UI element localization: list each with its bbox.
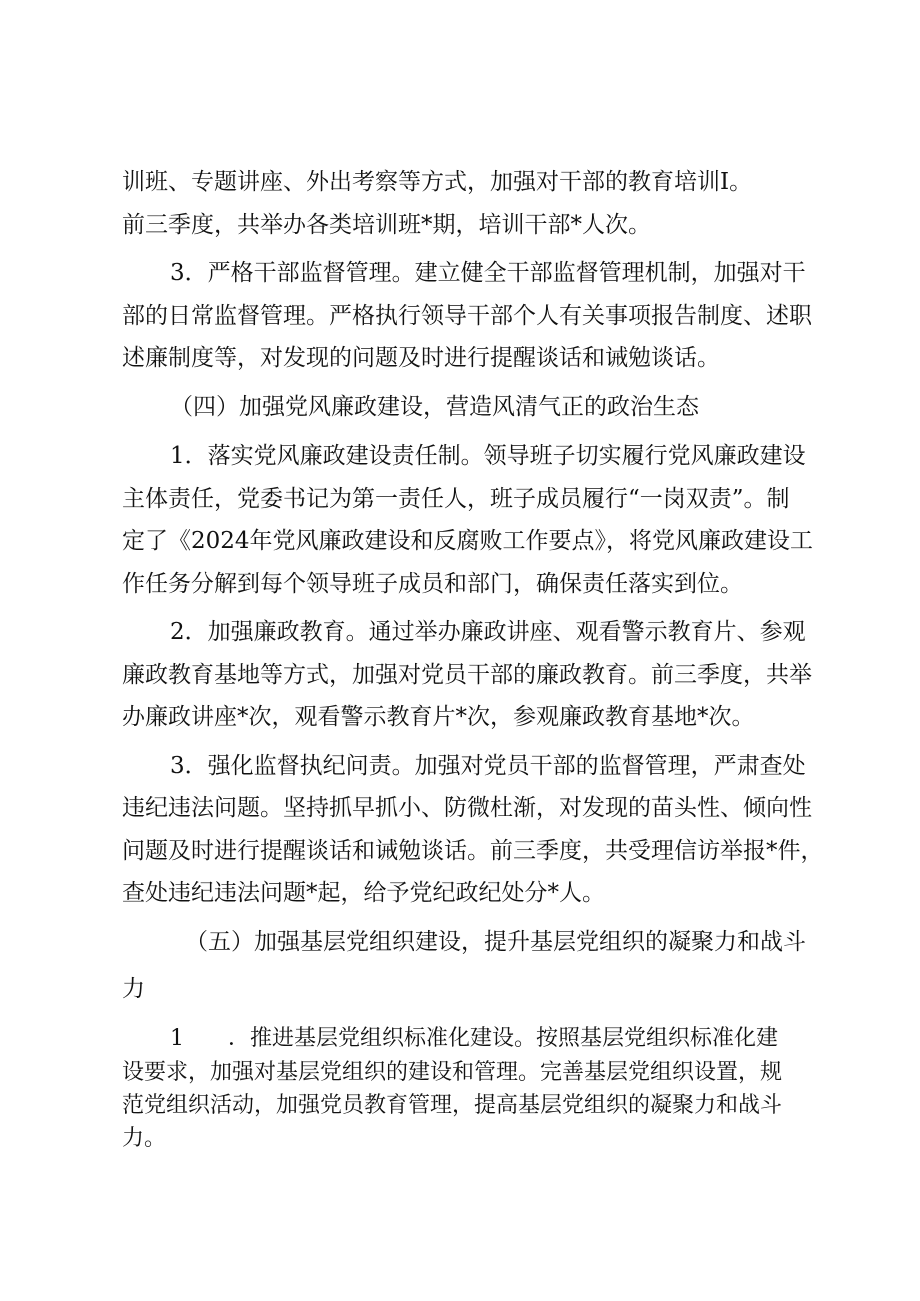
text-line: 范党组织活动，加强党员教育管理，提高基层党组织的凝聚力和战斗 [122, 1093, 783, 1118]
text-line: 2．加强廉政教育。通过举办廉政讲座、观看警示教育片、参观 [170, 619, 806, 645]
paragraph-text: ．推进基层党组织标准化建设。按照基层党组织标准化建 [228, 1026, 779, 1051]
text-line: 定了《2024年党风廉政建设和反腐败工作要点》，将党风廉政建设工 [122, 528, 814, 554]
paragraph-first-line [170, 1024, 778, 1054]
text-line: 3．严格干部监督管理。建立健全干部监督管理机制，加强对干 [170, 260, 806, 286]
text-line: 办廉政讲座*次，观看警示教育片*次，参观廉政教育基地*次。 [122, 704, 755, 730]
section-heading-continued: 力 [122, 976, 145, 1002]
text-line: 作任务分解到每个领导班子成员和部门，确保责任落实到位。 [122, 571, 743, 597]
text-line: 部的日常监督管理。严格执行领导干部个人有关事项报告制度、述职 [122, 303, 812, 329]
section-heading: （五）加强基层党组织建设，提升基层党组织的凝聚力和战斗 [185, 929, 806, 955]
text-line: 述廉制度等，对发现的问题及时进行提醒谈话和诫勉谈话。 [122, 345, 720, 371]
text-line: 设要求，加强对基层党组织的建设和管理。完善基层党组织设置，规 [122, 1060, 783, 1085]
text-line: 问题及时进行提醒谈话和诫勉谈话。前三季度，共受理信访举报*件， [122, 838, 824, 864]
text-line: 1．落实党风廉政建设责任制。领导班子切实履行党风廉政建设 [170, 443, 806, 469]
text-line: 查处违纪违法问题*起，给予党纪政纪处分*人。 [122, 880, 605, 906]
text-line: 廉政教育基地等方式，加强对党员干部的廉政教育。前三季度，共举 [122, 662, 812, 688]
text-line: 前三季度，共举办各类培训班*期，培训干部*人次。 [122, 212, 651, 238]
paragraph-number: 1 [170, 1026, 184, 1051]
text-line: 训班、专题讲座、外出考察等方式，加强对干部的教育培训I。 [122, 169, 753, 195]
text-line: 违纪违法问题。坚持抓早抓小、防微杜渐，对发现的苗头性、倾向性 [122, 795, 812, 821]
section-heading: （四）加强党风廉政建设，营造风清气正的政治生态 [170, 394, 699, 420]
text-line: 主体责任，党委书记为第一责任人，班子成员履行“一岗双责”。制 [122, 486, 790, 512]
text-line: 力。 [122, 1126, 167, 1151]
text-line: 3．强化监督执纪问责。加强对党员干部的监督管理，严肃查处 [170, 753, 806, 779]
